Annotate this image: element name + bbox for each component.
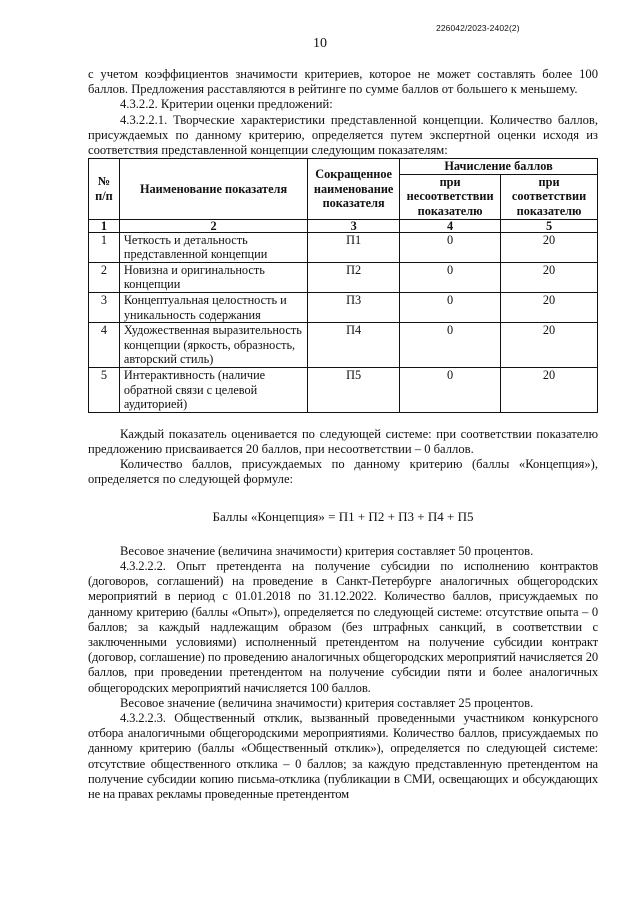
- row-number: 1: [89, 232, 120, 262]
- row-match-score: 20: [501, 323, 598, 368]
- header-match: при соответствии показателю: [501, 174, 598, 219]
- paragraph-criterion-2: 4.3.2.2.2. Опыт претендента на получение субсидии по исполнению контрактов (договоров, соглашений) на проведение в Санкт-Петербурге аналогичных общегородских мероприятий в период с 01.01.2018 по 31.12.2022. Количество баллов, присуждаемых по данному критерию (баллы «Опыт»), определяется по следующей системе: отсутствие опыта – 0 баллов; за каждый надлежащим образом (без штрафных санкций, в соответствии с заключенными условиями) исполненный претендентом на получение субсидии контракт (договор, соглашение) по проведению аналогичных общегородских мероприятий начисляется 20 баллов, при проведении претендентом на получение субсидии пяти и более аналогичных общегородских мероприятий начисляется 100 баллов.: [88, 558, 598, 695]
- criteria-table: [88, 158, 598, 413]
- table-row: [89, 323, 598, 368]
- row-match-score: 20: [501, 262, 598, 292]
- column-number: 4: [400, 219, 501, 232]
- row-not-match-score: 0: [400, 367, 501, 412]
- paragraph-criterion-1: 4.3.2.2.1. Творческие характеристики представленной концепции. Количество баллов, присуждаемых по данному критерию, определяется путем экспертной оценки исходя из соответствия представленной концепции следующим показателям:: [88, 112, 598, 158]
- row-not-match-score: 0: [400, 262, 501, 292]
- page-number: 10: [313, 36, 327, 51]
- row-not-match-score: 0: [400, 292, 501, 322]
- row-not-match-score: 0: [400, 323, 501, 368]
- header-number: № п/п: [89, 159, 120, 219]
- column-numbers-row: [89, 219, 598, 232]
- paragraph-criterion-3: 4.3.2.2.3. Общественный отклик, вызванный проведенными участником конкурсного отбора аналогичными общегородскими мероприятиями. Количество баллов, присуждаемых по данному критерию (баллы «Общественный отклик»), определяется по следующей системе: отсутствие общественного отклика – 0 баллов; за каждую представленную претендентом на получение субсидии копию письма-отклика (публикации в СМИ, освещающих и обсуждающих не на правах рекламы проведенные претендентом: [88, 710, 598, 801]
- document-id: 226042/2023-2402(2): [436, 23, 520, 33]
- paragraph-criteria-heading: 4.3.2.2. Критерии оценки предложений:: [120, 97, 333, 112]
- row-indicator: Концептуальная целостность и уникальность содержания: [119, 292, 307, 322]
- table-row: [89, 292, 598, 322]
- row-short-name: П5: [308, 367, 400, 412]
- table-row: [89, 367, 598, 412]
- row-indicator: Интерактивность (наличие обратной связи с целевой аудиторией): [119, 367, 307, 412]
- row-short-name: П4: [308, 323, 400, 368]
- table-row: [89, 262, 598, 292]
- row-indicator: Новизна и оригинальность концепции: [119, 262, 307, 292]
- paragraph-formula-intro: Количество баллов, присуждаемых по данному критерию (баллы «Концепция»), определяется по следующей формуле:: [88, 457, 598, 487]
- paragraph-scoring-system: Каждый показатель оценивается по следующей системе: при соответствии показателю предложению присваивается 20 баллов, при несоответствии – 0 баллов.: [88, 426, 598, 456]
- paragraph-weight-concept: Весовое значение (величина значимости) критерия составляет 50 процентов.: [120, 543, 534, 558]
- column-number: 5: [501, 219, 598, 232]
- row-short-name: П1: [308, 232, 400, 262]
- row-number: 5: [89, 367, 120, 412]
- paragraph-continuation: с учетом коэффициентов значимости критериев, которое не может составлять более 100 баллов. Предложения расставляются в рейтинге по сумме баллов от большего к меньшему.: [88, 67, 598, 97]
- row-number: 3: [89, 292, 120, 322]
- header-not-match: при несоответствии показателю: [400, 174, 501, 219]
- row-indicator: Четкость и детальность представленной концепции: [119, 232, 307, 262]
- header-scoring: Начисление баллов: [400, 159, 598, 175]
- row-number: 2: [89, 262, 120, 292]
- column-number: 2: [119, 219, 307, 232]
- document-body: [88, 67, 598, 802]
- header-short-name: Сокращенное наименование показателя: [308, 159, 400, 219]
- row-match-score: 20: [501, 232, 598, 262]
- row-match-score: 20: [501, 292, 598, 322]
- header-indicator-name: Наименование показателя: [119, 159, 307, 219]
- row-number: 4: [89, 323, 120, 368]
- column-number: 3: [308, 219, 400, 232]
- table-row: [89, 232, 598, 262]
- row-indicator: Художественная выразительность концепции (яркость, образность, авторский стиль): [119, 323, 307, 368]
- row-match-score: 20: [501, 367, 598, 412]
- concept-formula: Баллы «Концепция» = П1 + П2 + П3 + П4 + П5: [212, 508, 474, 524]
- row-not-match-score: 0: [400, 232, 501, 262]
- row-short-name: П3: [308, 292, 400, 322]
- paragraph-weight-experience: Весовое значение (величина значимости) критерия составляет 25 процентов.: [120, 695, 534, 710]
- row-short-name: П2: [308, 262, 400, 292]
- column-number: 1: [89, 219, 120, 232]
